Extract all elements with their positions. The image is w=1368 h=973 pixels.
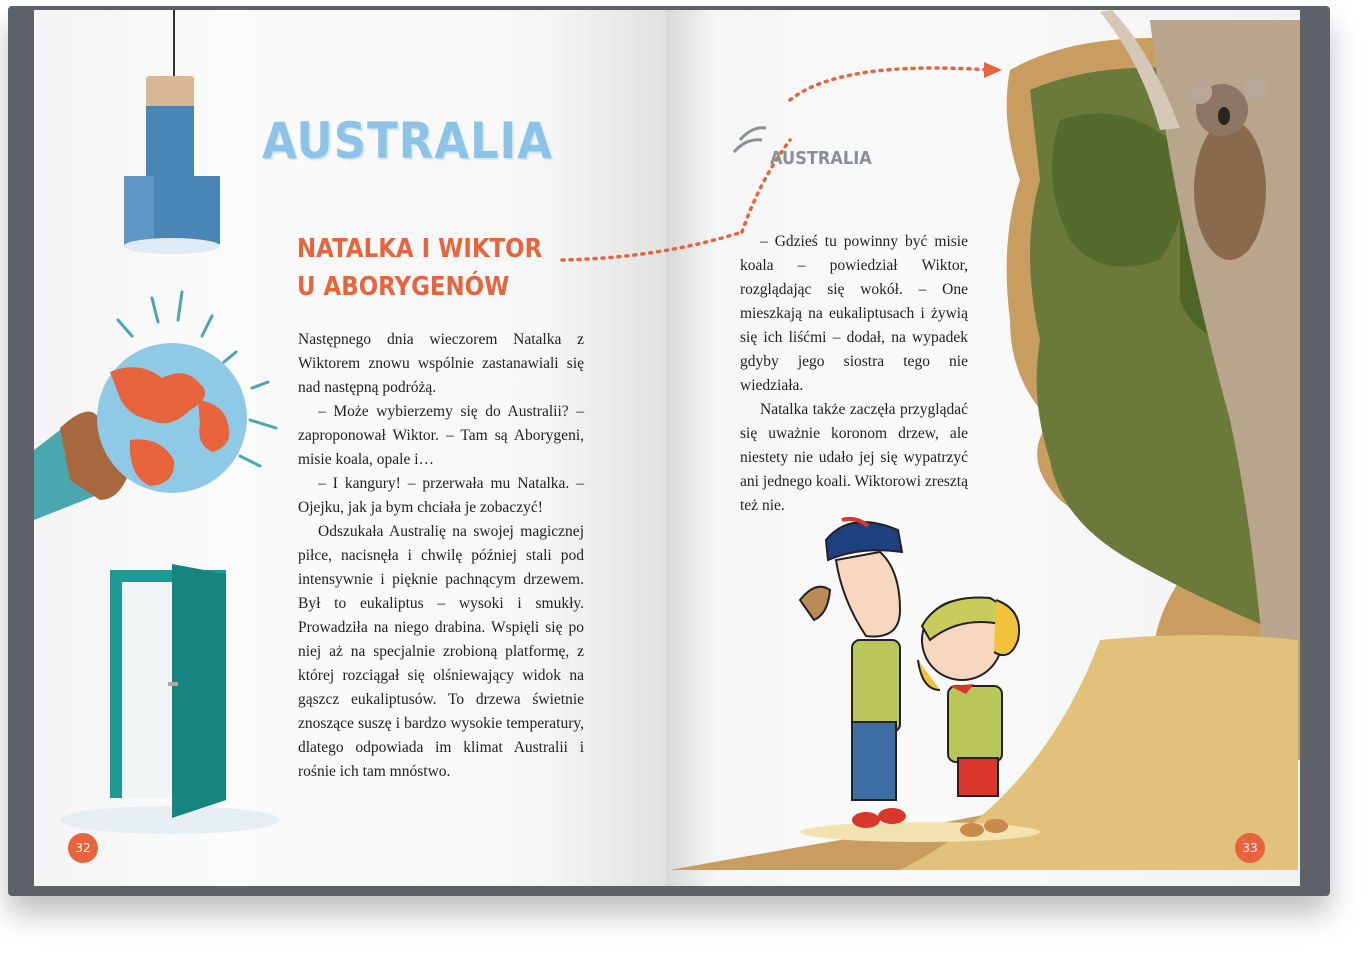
subtitle-line-1: NATALKA I WIKTOR — [297, 234, 543, 264]
subtitle-line-2: U ABORYGENÓW — [297, 272, 510, 302]
open-door-illustration — [60, 564, 280, 834]
children-cartoon-illustration — [800, 519, 1040, 842]
section-label: AUSTRALIA — [770, 148, 872, 169]
swoosh-icon — [734, 128, 766, 152]
paragraph: – Może wybierzemy się do Australii? – zaproponował Wiktor. – Tam są Aborygeni, misie koala, opale i… — [298, 403, 584, 468]
page-number-right: 33 — [1235, 833, 1265, 863]
right-body-text — [740, 230, 968, 518]
paragraph: Natalka także zaczęła przyglądać się uważnie koronom drzew, ale niestety nie udało jej się wypatrzyć ani jednego koali. Wiktorowi zresztą też nie. — [740, 401, 968, 514]
story-subtitle — [297, 230, 542, 306]
left-body-text — [298, 328, 584, 784]
pendant-lamp-illustration — [124, 10, 220, 254]
page-number-left: 32 — [68, 833, 98, 863]
paragraph: – Gdzieś tu powinny być misie koala – powiedział Wiktor, rozglądając się wokół. – One mieszkają na eukaliptusach i żywią się ich liśćmi – dodał, na wypadek gdyby jego siostra tego nie wiedziała. — [740, 233, 968, 394]
paragraph: Następnego dnia wieczorem Natalka z Wiktorem znowu wspólnie zastanawiali się nad następną podróżą. — [298, 331, 584, 396]
globe-hand-illustration — [34, 292, 276, 520]
paragraph: – I kangury! – przerwała mu Natalka. – Ojejku, jak ja bym chciała je zobaczyć! — [298, 475, 584, 516]
chapter-title: AUSTRALIA — [262, 112, 553, 170]
paragraph: Odszukała Australię na swojej magicznej piłce, nacisnęła i chwilę później stali pod intensywnie i pięknie pachnącym drzewem. Był to eukaliptus – wysoki i smukły. Prowadziła na niego drabina. Wspięli się po niej aż na specjalnie zrobioną platformę, z której rozciągał się olśniewający widok na gąszcz eukaliptusów. To drzewa świetnie znoszące suszę i bardzo wysokie temperatury, dlatego odpowiada im klimat Australii i rośnie ich tam mnóstwo. — [298, 523, 584, 780]
